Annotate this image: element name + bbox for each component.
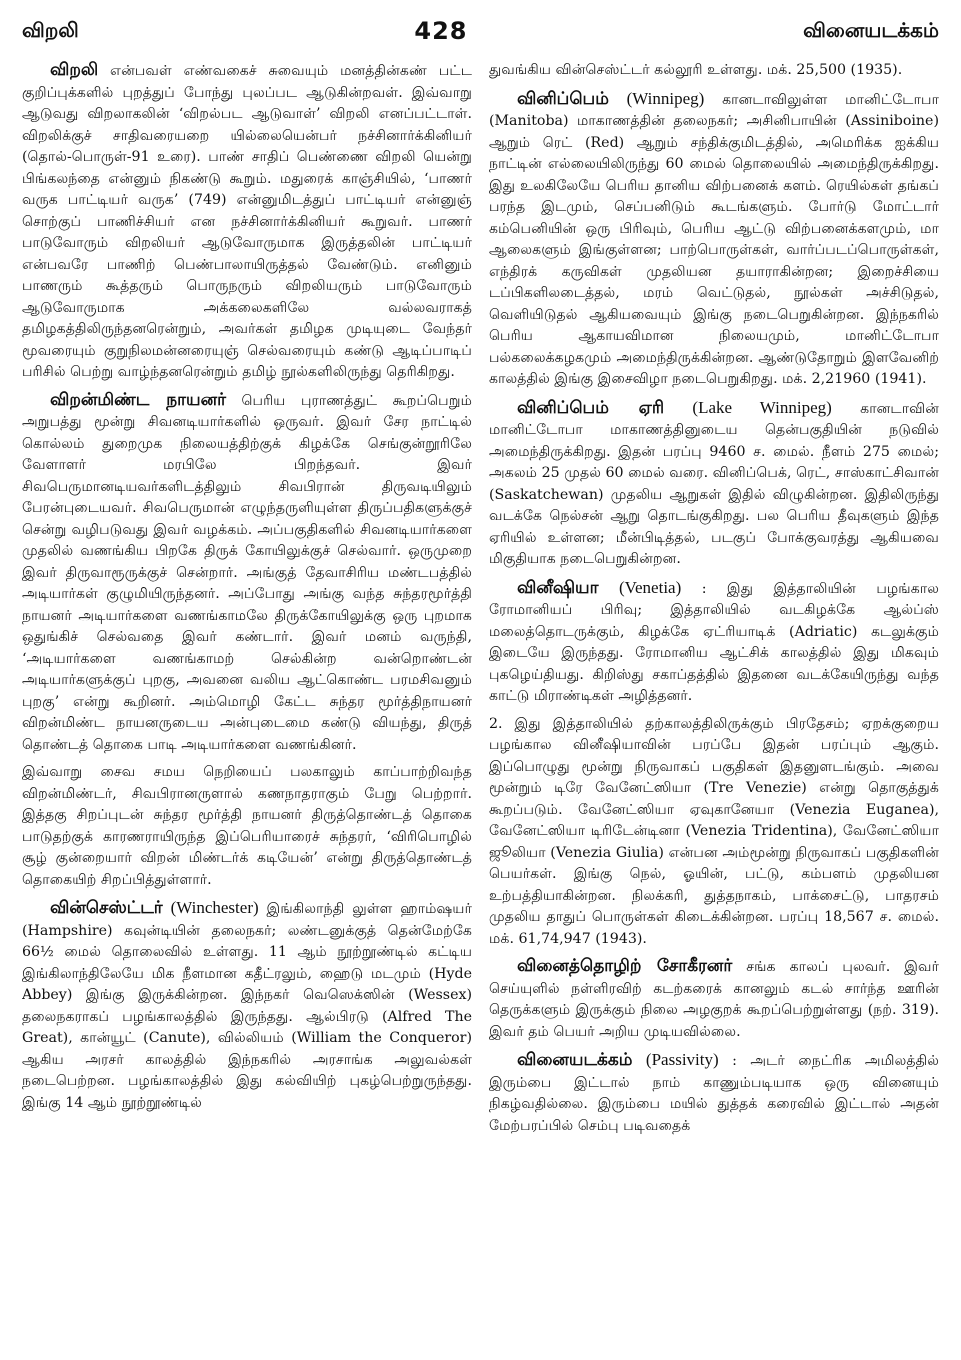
right-column (489, 60, 939, 1350)
entry-headword: விறன்மிண்ட நாயனர் (50, 389, 226, 410)
left-column (22, 60, 472, 1350)
dictionary-entry (22, 897, 472, 1114)
entry-headword: வினிப்பெம் ஏரி (517, 397, 665, 418)
entry-body-text: கானடாவிலுள்ள மானிட்டோபா (Manitoba) மாகாணத்தின் தலைநகர்; அசினிபாயின் (Assiniboine) ஆறும் ரெட் (Red) ஆறும் சந்திக்குமிடத்தில், அமெரிக்க ஐக்கிய நாட்டின் எல்லையிலிருந்து 60 மைல் தொலையில் அமைந்திருக்கிறது. இது உலகிலேயே பெரிய தானிய விற்பனைக் களம். ரெயில்கள் தங்கப் பரந்த இடமும், செப்பனிடும் கூடங்களும். போர்டு மோட்டார் கம்பெனியின் ஒரு பிரிவும், பெரிய ஆட்டு விற்பனைக்களமும், மா ஆலைகளும் இங்குள்ளன; பாற்பொருள்கள், வார்ப்படப்பொருள்கள், எந்திரக் கருவிகள் முதலியன தயாராகின்றன; இறைச்சியை டப்பிகளிலடைத்தல், மரம் வெட்டுதல், நூல்கள் அச்சிடுதல், வெளியிடுதல் ஆகியவையும் இங்கு நடைபெறுகின்றன. இந்நகரில் பெரிய ஆகாயவிமான நிலையமும், மானிட்டோபா பல்கலைக்கழகமும் அமைந்திருக்கின்றன. ஆண்டுதோறும் இளவேனிற் காலத்தில் இங்கு இசைவிழா நடைபெறுகிறது. மக். 2,21960 (1941). (489, 91, 939, 387)
entry-body-text: இங்கிலாந்தி லுள்ள ஹாம்ஷயர் (Hampshire) கவுன்டியின் தலைநகர்; லண்டனுக்குத் தென்மேற்கே 66½ மைல் தொலைவில் உள்ளது. 11 ஆம் நூற்றூண்டில் கட்டிய இங்கிலாந்திலேயே மிக நீளமான கதீட்ரலும், ஹைடு மடமும் (Hyde Abbey) இங்கு இருக்கின்றன. இந்நகர் வெஸெக்ஸின் (Wessex) தலைநகராகப் பழங்காலத்தில் இருந்தது. ஆல்பிரடு (Alfred The Great), கான்யூட் (Canute), வில்லியம் (William the Conqueror) ஆகிய அரசர் காலத்தில் இந்நகரில் அரசாங்க அலுவல்கள் நடைபெற்றன. பழங்காலத்தில் இது கல்வியிற் புகழ்பெற்றுருந்தது. இங்கு 14 ஆம் நூற்றூண்டில் (22, 901, 472, 1111)
entry-headword: வினீஷியா (517, 577, 599, 598)
dictionary-entry (489, 397, 939, 571)
entry-headword: வினையடக்கம் (517, 1050, 633, 1070)
entry-latin-name: (Venetia) (618, 577, 682, 597)
page-number: 428 (414, 17, 468, 45)
dictionary-entry (22, 762, 472, 891)
entry-body-text: : இது இத்தாலியின் பழங்கால ரோமானியப் பிரிவு; இத்தாலியில் வடகிழக்கே ஆல்ப்ஸ் மலைத்தொடருக்கும், கிழக்கே ஏட்ரியாடிக் (Adriatic) கடலுக்கும் இடையே இருந்தது. ரோமானிய ஆட்சிக் காலத்தில் இது மிகவும் புகழெய்தியது. கிறிஸ்து சகாப்தத்தில் இதனை வடக்கேயிருந்து வந்த காட்டு மிராண்டிகள் அழித்தனர். (489, 580, 939, 704)
entry-body-text: இவ்வாறு சைவ சமய நெறியைப் பலகாலும் காப்பாற்றிவந்த விறன்மிண்டர், சிவபிரானருளால் கணநாதராகும் பேறு பெற்றார். இத்தகு சிறப்புடன் சுந்தர மூர்த்தி நாயனர் திருத்தொண்டத் தொகை பாடுதற்குக் காரணராயிருந்த இப்பெரியாரைச் சுந்தரர், ‘விரிபொழில் சூழ் குன்றையார் விறன் மிண்டர்க் கடியேன்’ என்று திருத்தொண்டத் தொகையிற் சிறப்பித்துள்ளார். (22, 764, 472, 888)
entry-headword: வினைத்தொழிற் சோகீரனர் (517, 956, 733, 976)
entry-body-text: : அடர் நைட்ரிக அமிலத்தில் இரும்பை இட்டால் நாம் காணும்படியாக ஒரு வினையும் நிகழ்வதில்லை. இரும்பை மயில் துத்தக் கரைவில் இட்டால் அதன் மேற்பரப்பில் செம்பு படிவதைக் (489, 1053, 939, 1134)
page-header (22, 14, 939, 48)
dictionary-entry (489, 956, 939, 1043)
dictionary-entry (489, 88, 939, 391)
entry-body-text: கானடாவின் மானிட்டோபா மாகாணத்தினுடைய தென்பகுதியின் நடுவில் அமைந்திருக்கிறது. இதன் பரப்பு 9460 ச. மைல். நீளம் 275 மைல்; அகலம் 25 முதல் 60 மைல் வரை. வினிப்பெக், ரெட், சாஸ்காட்சிவான் (Saskatchewan) முதலிய ஆறுகள் இதில் விழுகின்றன. இதிலிருந்து வடக்கே நெல்சன் ஆறு தொடங்குகிறது. பல பெரிய தீவுகளும் இந்த ஏரியில் உள்ளன; மீன்பிடித்தல், படகுப் போக்குவரத்து ஆகியவை மிகுதியாக நடைபெறுகின்றன. (489, 400, 939, 567)
entry-latin-name: (Passivity) (645, 1050, 719, 1069)
entry-body-text: துவங்கிய வின்செஸ்ட்டர் கல்லூரி உள்ளது. மக். 25,500 (1935). (489, 62, 903, 78)
header-right-guide-word: வினையடக்கம் (803, 17, 939, 42)
entry-headword: வின்செஸ்ட்டர் (50, 898, 163, 918)
entry-latin-name: (Winnipeg) (626, 88, 705, 108)
header-left-guide-word: விறலி (22, 17, 79, 42)
entry-headword: விறலி (50, 60, 99, 80)
dictionary-entry (489, 1049, 939, 1137)
entry-headword: வினிப்பெம் (517, 88, 609, 109)
dictionary-entry (22, 60, 472, 384)
dictionary-entry (489, 714, 939, 951)
dictionary-entry (489, 60, 939, 82)
entry-body-text: என்பவள் எண்வகைச் சுவையும் மனத்தின்கண் பட்ட குறிப்புக்களில் புறத்துப் போந்து புலப்பட ஆடுகின்றவள். இவ்வாறு ஆடுவது விறலாகலின் ‘விறல்பட ஆடுவாள்’ விறலி எனப்பட்டாள். விறலிக்குச் சாதிவரையறை யில்லையென்பர் நச்சினார்க்கினியர் (தொல்-பொருள்-91 உரை). பாண் சாதிப் பெண்ணை விறலி யென்று பிங்கலந்தை என்னும் நிகண்டு கூறும். மதுரைக் காஞ்சியில், ‘பாணர் வருக பாட்டியர் வருக’ (749) என்னுமிடத்துப் பாட்டியர் என்னுஞ் சொற்குப் பாணிச்சியர் என நச்சினார்க்கினியர் கூறுவர். பாணர் பாடுவோரும் விறலியர் ஆடுவோருமாக இருத்தலின் பாட்டியர் என்பவரே பாணிற் பெண்பாலாயிருத்தல் வேண்டும். எனினும் பாணரும் கூத்தரும் பொருநரும் விறலியரும் பாடுவோரும் ஆடுவோருமாக அக்கலைகளிலே வல்லவராகத் தமிழகத்திலிருந்தனரென்றும், அவர்கள் தமிழக முடியுடை வேந்தர் மூவரையும் குறுநிலமன்னரையுஞ் செல்வரையும் கண்டு ஆடிப்பாடிப் பரிசில் பெற்று வாழ்ந்தனரென்றும் தமிழ் நூல்களிலிருந்து தெரிகிறது. (22, 63, 472, 380)
entry-body-text: 2. இது இத்தாலியில் தற்காலத்திலிருக்கும் பிரதேசம்; ஏறக்குறைய பழங்கால வினீஷியாவின் பரப்பே இதன் பரப்பும் ஆகும். இப்பொழுது மூன்று நிருவாகப் பகுதிகள் இதனுளடங்கும். அவை மூன்றும் டிரே வேனேட்ஸியா (Tre Venezie) என்று தொகுத்துக் கூறப்படும். வேனேட்ஸியா ஏவுகானேயா (Venezia Euganea), வேனேட்ஸியா டிரிடேன்டினா (Venezia Tridentina), வேனேட்ஸியா ஜூலியா (Venezia Giulia) என்பன அம்மூன்று நிருவாகப் பகுதிகளின் பெயர்கள். இங்கு நெல், ஓயின், பட்டு, கம்பளம் முதலியன உற்பத்தியாகின்றன. நிலக்கரி, துத்தநாகம், பாக்சைட்டு, பாதரசம் முதலிய தாதுப் பொருள்கள் கிடைக்கின்றன. பரப்பு 18,567 ச. மைல். மக். 61,74,947 (1943). (489, 715, 939, 947)
dictionary-entry (22, 390, 472, 757)
entry-latin-name: (Lake Winnipeg) (692, 397, 832, 417)
entry-body-text: சங்க காலப் புலவர். இவர் செய்யுளில் நள்ளிரவிற் கடற்கரைக் கானலும் கடல் சார்ந்த ஊரின் தெருக்களும் இருக்கும் நிலை அழகுறக் கூறப்பெற்றுள்ளது (நற். 319). இவர் தம் பெயர் அறிய முடியவில்லை. (489, 959, 939, 1040)
text-columns (22, 60, 939, 1350)
entry-body-text: பெரிய புராணத்துட் கூறப்பெறும் அறுபத்து மூன்று சிவனடியார்களில் ஒருவர். இவர் சேர நாட்டில் கொல்லம் துறைமுக நிலையத்திற்குக் கிழக்கே செங்குன்றூரிலே வேளாளர் மரபிலே பிறந்தவர். இவர் சிவபெருமானடியவர்களிடத்திலும் சிவபிரான் திருவடியிலும் பேரன்புடையவர். சிவபெருமான் எழுந்தருளியுள்ள திருப்பதிகளுக்குச் சென்று வழிபடுவது இவர் வழக்கம். அப்பகுதிகளில் சிவனடியார்களை முதலில் வணங்கிய பிறகே திருக் கோயிலுக்குச் செல்வார். ஒருமுறை இவர் திருவாரூருக்குச் சென்றார். அங்குத் தேவாசிரிய மண்டபத்தில் அடியார்கள் குழுமியிருந்தனர். அப்போது அங்கு வந்த சுந்தரமூர்த்தி நாயனர் அடியார்களை வணங்காமலே திருக்கோயிலுக்கு ஒரு புறமாக ஒதுங்கிச் செல்வதை இவர் கண்டார். இவர் மனம் வருந்தி, ‘அடியார்களை வணங்காமற் செல்கின்ற வன்றொண்டன் அடியார்களுக்குப் புறகு, அவனை வலிய ஆட்கொண்ட பரமசிவனும் புறகு’ என்று கூறினர். அம்மொழி கேட்ட சுந்தர மூர்த்திநாயனர் விறன்மிண்ட நாயனருடைய அன்புடைமை கண்டு வியந்து, திருத் தொண்டத் தொகை பாடி அடியார்களை வணங்கினர். (22, 392, 472, 753)
entry-latin-name: (Winchester) (170, 898, 259, 917)
dictionary-entry (489, 577, 939, 708)
